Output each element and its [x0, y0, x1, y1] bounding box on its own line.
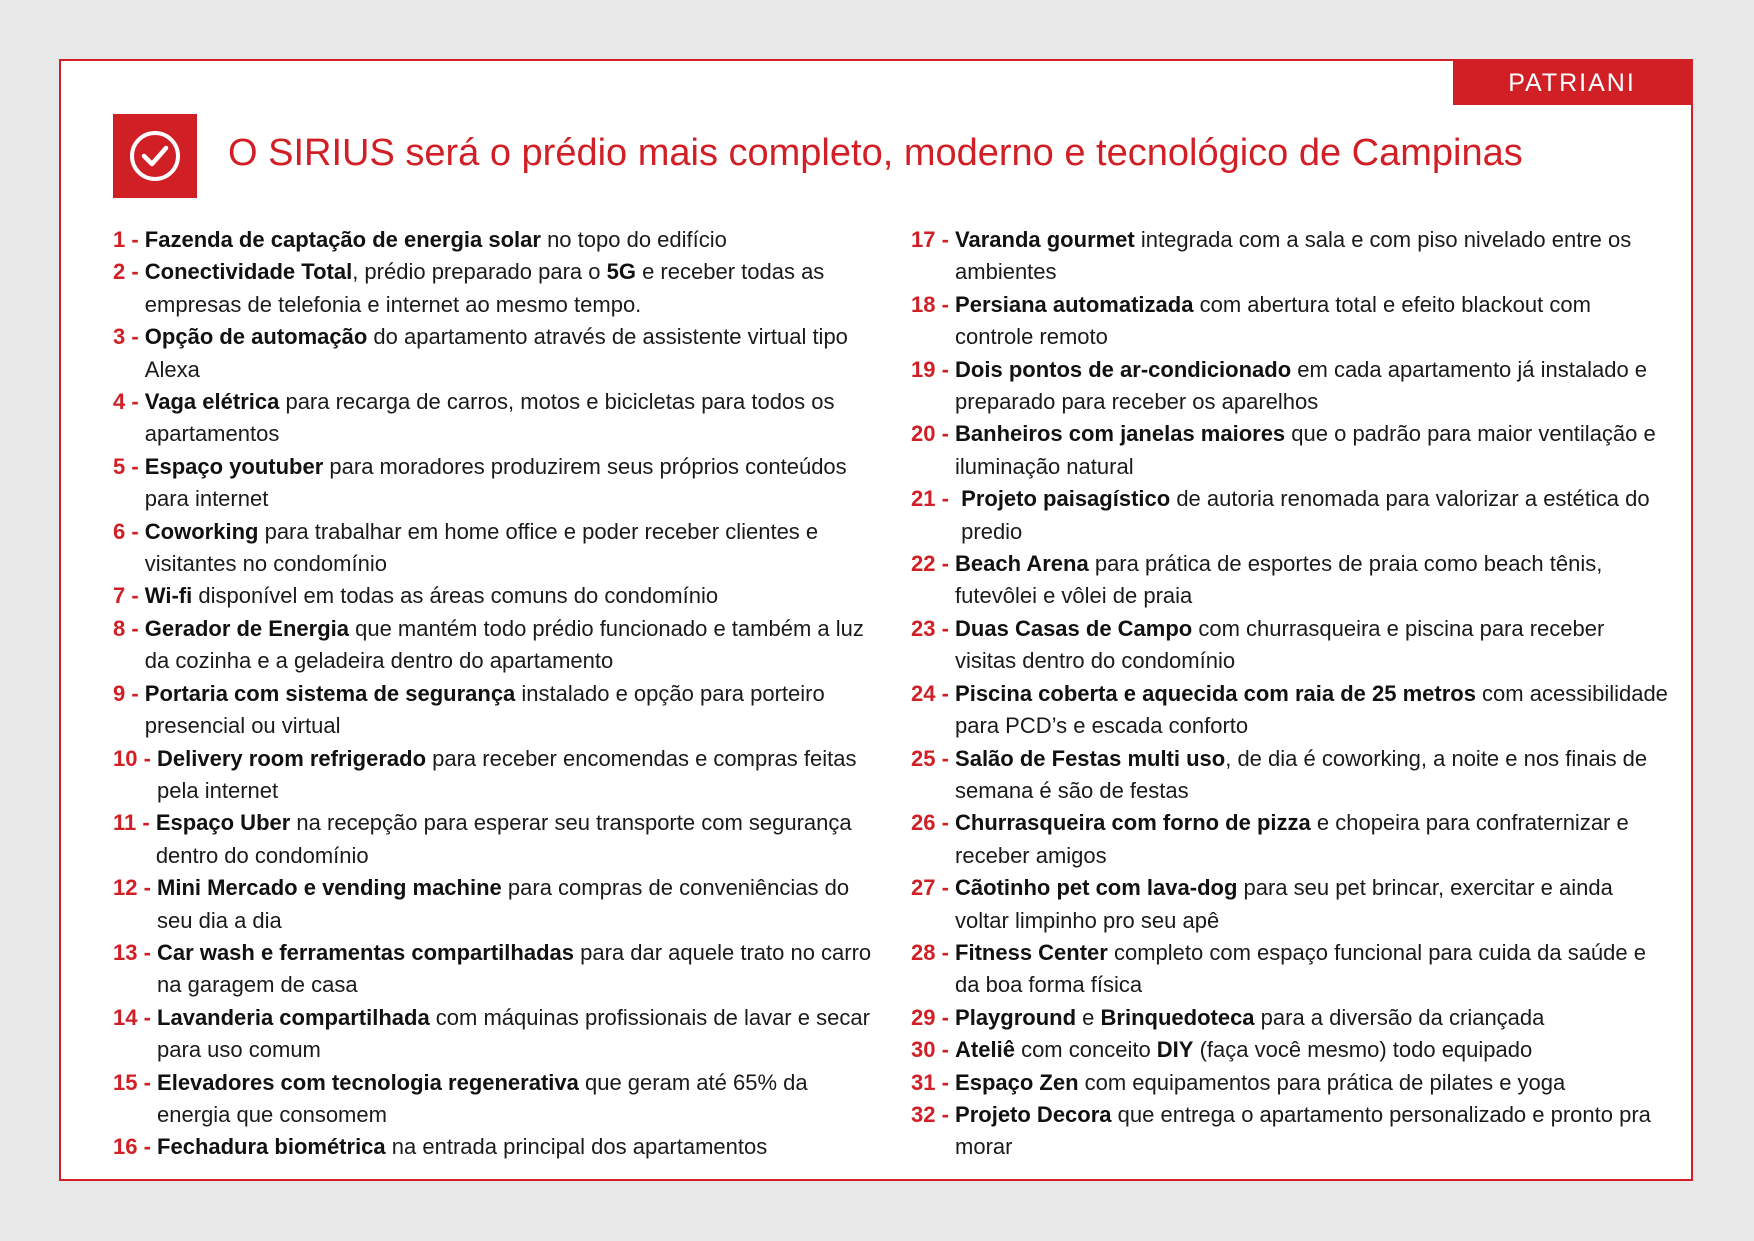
feature-list-right	[911, 224, 1671, 1164]
item-highlight: Beach Arena	[955, 551, 1089, 577]
item-highlight: Churrasqueira com forno de pizza	[955, 810, 1311, 836]
list-item	[113, 1067, 873, 1132]
item-text	[157, 743, 873, 808]
item-description: de autoria renomada para valorizar a estética do predio	[961, 486, 1650, 544]
list-item	[911, 483, 1671, 548]
item-description: instalado e opção para porteiro presencial ou virtual	[144, 680, 825, 739]
item-text	[955, 418, 1671, 483]
item-highlight: 5G	[606, 259, 636, 285]
feature-card	[59, 59, 1693, 1181]
item-highlight: Fazenda de captação de energia solar	[144, 227, 541, 252]
item-number: 30 -	[911, 1037, 956, 1063]
page-title: O SIRIUS será o prédio mais completo, moderno e tecnológico de Campinas	[228, 132, 1523, 174]
item-description: que o padrão para maior ventilação e iluminação natural	[955, 421, 1656, 479]
item-number: 4 -	[113, 389, 145, 415]
item-text	[955, 613, 1671, 678]
item-text	[157, 1067, 873, 1132]
item-text	[955, 1002, 1671, 1034]
item-number: 26 -	[911, 810, 956, 836]
item-highlight: Fechadura biométrica	[157, 1134, 386, 1160]
item-number: 11 -	[113, 810, 156, 836]
item-highlight: Persiana automatizada	[955, 291, 1194, 317]
item-description: para receber encomendas e compras feitas pela internet	[157, 745, 857, 803]
list-item	[911, 418, 1671, 483]
list-item	[113, 743, 873, 808]
item-description: , prédio preparado para o	[352, 259, 607, 285]
list-item	[911, 807, 1671, 872]
item-description: com máquinas profissionais de lavar e secar para uso comum	[157, 1004, 870, 1063]
item-description: (faça você mesmo) todo equipado	[1193, 1037, 1533, 1063]
item-text	[145, 613, 873, 678]
item-description: na recepção para esperar seu transporte com segurança dentro do condomínio	[155, 810, 852, 868]
item-description: em cada apartamento já instalado e preparado para receber os aparelhos	[955, 356, 1648, 415]
item-number: 22 -	[911, 551, 956, 577]
list-item	[113, 872, 873, 937]
item-highlight: Conectividade Total	[144, 259, 353, 285]
item-number: 5 -	[113, 453, 145, 479]
list-item	[113, 580, 873, 612]
item-highlight: DIY	[1156, 1037, 1194, 1063]
item-number: 20 -	[911, 421, 956, 447]
item-description: que entrega o apartamento personalizado e pronto pra morar	[955, 1101, 1651, 1160]
list-item	[113, 224, 873, 256]
item-description: no topo do edifício	[540, 227, 727, 252]
list-item	[113, 451, 873, 516]
check-circle-icon	[113, 114, 197, 198]
item-text	[955, 548, 1671, 613]
item-number: 6 -	[113, 518, 145, 544]
item-number: 27 -	[911, 875, 956, 901]
item-number: 17 -	[911, 227, 956, 252]
item-highlight: Car wash e ferramentas compartilhadas	[157, 939, 574, 965]
list-item	[911, 937, 1671, 1002]
brand-logo: PATRIANI	[1453, 61, 1691, 105]
item-number: 18 -	[911, 291, 956, 317]
item-description: para trabalhar em home office e poder receber clientes e visitantes no condomínio	[144, 518, 819, 577]
item-highlight: Lavanderia compartilhada	[157, 1004, 430, 1030]
item-text	[955, 807, 1671, 872]
item-text	[955, 743, 1671, 808]
item-description: para compras de conveniências do seu dia a dia	[157, 875, 850, 933]
item-description: completo com espaço funcional para cuida da saúde e da boa forma física	[955, 939, 1646, 998]
list-item	[113, 1002, 873, 1067]
item-text	[961, 483, 1671, 548]
item-number: 2 -	[113, 259, 145, 285]
item-text	[157, 937, 873, 1002]
item-description: e	[1076, 1004, 1101, 1030]
item-description: para seu pet brincar, exercitar e ainda voltar limpinho pro seu apê	[955, 875, 1613, 933]
item-highlight: Gerador de Energia	[144, 615, 349, 641]
item-text	[955, 224, 1671, 289]
item-highlight: Brinquedoteca	[1100, 1004, 1255, 1030]
item-text	[955, 1099, 1671, 1164]
list-item	[113, 937, 873, 1002]
item-description: para prática de esportes de praia como beach tênis, futevôlei e vôlei de praia	[955, 551, 1603, 609]
list-item	[911, 1067, 1671, 1099]
item-description: para a diversão da criançada	[1254, 1004, 1545, 1030]
item-number: 31 -	[911, 1069, 956, 1095]
list-item	[911, 548, 1671, 613]
item-highlight: Coworking	[144, 518, 259, 544]
item-number: 12 -	[113, 875, 158, 901]
item-highlight: Playground	[955, 1004, 1077, 1030]
item-number: 1 -	[113, 227, 145, 252]
item-text	[145, 224, 873, 256]
item-highlight: Delivery room refrigerado	[157, 745, 427, 771]
item-highlight: Dois pontos de ar-condicionado	[955, 356, 1292, 382]
item-number: 19 -	[911, 356, 956, 382]
item-highlight: Banheiros com janelas maiores	[955, 421, 1286, 447]
item-number: 15 -	[113, 1069, 158, 1095]
item-text	[955, 1067, 1671, 1099]
list-item	[113, 256, 873, 321]
item-number: 8 -	[113, 615, 145, 641]
item-highlight: Varanda gourmet	[955, 227, 1135, 252]
item-description: e chopeira para confraternizar e receber amigos	[955, 810, 1629, 868]
list-item	[911, 613, 1671, 678]
item-description: integrada com a sala e com piso nivelado entre os ambientes	[955, 227, 1632, 285]
item-text	[955, 1034, 1671, 1066]
item-text	[145, 386, 873, 451]
list-item	[911, 678, 1671, 743]
item-text	[156, 807, 873, 872]
list-item	[911, 872, 1671, 937]
item-text	[955, 872, 1671, 937]
item-description: na entrada principal dos apartamentos	[385, 1134, 768, 1160]
item-number: 29 -	[911, 1004, 956, 1030]
list-item	[113, 386, 873, 451]
item-highlight: Espaço youtuber	[144, 453, 324, 479]
item-number: 3 -	[113, 324, 145, 350]
item-description: com abertura total e efeito blackout com controle remoto	[955, 291, 1591, 350]
item-description: e receber todas as empresas de telefonia e internet ao mesmo tempo.	[144, 259, 825, 317]
item-text	[955, 678, 1671, 743]
list-item	[911, 289, 1671, 354]
item-description: com conceito	[1014, 1037, 1157, 1063]
item-number: 25 -	[911, 745, 956, 771]
list-item	[911, 1034, 1671, 1066]
item-highlight: Fitness Center	[955, 939, 1108, 965]
list-item	[911, 354, 1671, 419]
item-number: 16 -	[113, 1134, 158, 1160]
list-item	[911, 224, 1671, 289]
list-item	[911, 1099, 1671, 1164]
item-description: que geram até 65% da energia que consomem	[157, 1069, 808, 1127]
item-highlight: Espaço Zen	[955, 1069, 1079, 1095]
item-description: com churrasqueira e piscina para receber visitas dentro do condomínio	[955, 615, 1605, 674]
item-text	[157, 1131, 873, 1163]
item-description: para dar aquele trato no carro na garagem de casa	[157, 939, 872, 998]
item-highlight: Projeto Decora	[955, 1101, 1112, 1127]
list-item	[911, 1002, 1671, 1034]
item-text	[145, 678, 873, 743]
list-item	[113, 678, 873, 743]
item-text	[145, 256, 873, 321]
item-number: 24 -	[911, 680, 956, 706]
list-item	[113, 1131, 873, 1163]
item-highlight: Mini Mercado e vending machine	[157, 875, 502, 901]
item-highlight: Portaria com sistema de segurança	[144, 680, 516, 706]
list-item	[113, 613, 873, 678]
item-text	[145, 516, 873, 581]
item-highlight: Piscina coberta e aquecida com raia de 25 metros	[955, 680, 1476, 706]
item-description: para moradores produzirem seus próprios conteúdos para internet	[144, 453, 847, 512]
item-text	[157, 1002, 873, 1067]
item-number: 23 -	[911, 615, 956, 641]
item-number: 7 -	[113, 583, 145, 609]
item-description: do apartamento através de assistente virtual tipo Alexa	[144, 324, 848, 382]
item-description: disponível em todas as áreas comuns do condomínio	[192, 583, 719, 609]
item-number: 28 -	[911, 939, 956, 965]
item-description: , de dia é coworking, a noite e nos finais de semana é são de festas	[955, 745, 1648, 803]
item-highlight: Vaga elétrica	[144, 389, 280, 415]
item-description: com equipamentos para prática de pilates e yoga	[1078, 1069, 1566, 1095]
item-description: com acessibilidade para PCD’s e escada conforto	[955, 680, 1668, 739]
feature-list-left	[113, 224, 873, 1164]
item-highlight: Projeto paisagístico	[961, 486, 1171, 512]
item-number: 13 -	[113, 939, 158, 965]
list-item	[113, 807, 873, 872]
item-number: 9 -	[113, 680, 145, 706]
item-text	[157, 872, 873, 937]
list-item	[911, 743, 1671, 808]
item-description: para recarga de carros, motos e bicicletas para todos os apartamentos	[144, 389, 835, 447]
item-description: que mantém todo prédio funcionado e também a luz da cozinha e a geladeira dentro do apartamento	[144, 615, 864, 674]
item-number: 14 -	[113, 1004, 158, 1030]
item-text	[955, 937, 1671, 1002]
item-highlight: Ateliê	[955, 1037, 1015, 1063]
item-text	[145, 580, 873, 612]
list-item	[113, 321, 873, 386]
item-text	[145, 451, 873, 516]
item-text	[955, 354, 1671, 419]
item-highlight: Duas Casas de Campo	[955, 615, 1193, 641]
item-text	[145, 321, 873, 386]
list-item	[113, 516, 873, 581]
item-highlight: Elevadores com tecnologia regenerativa	[157, 1069, 579, 1095]
item-text	[955, 289, 1671, 354]
item-highlight: Salão de Festas multi uso	[955, 745, 1226, 771]
item-highlight: Cãotinho pet com lava-dog	[955, 875, 1238, 901]
item-highlight: Wi-fi	[144, 583, 193, 609]
item-highlight: Opção de automação	[144, 324, 368, 350]
item-number: 10 -	[113, 745, 158, 771]
item-number: 32 -	[911, 1101, 956, 1127]
item-number: 21 -	[911, 486, 962, 512]
item-highlight: Espaço Uber	[155, 810, 291, 836]
